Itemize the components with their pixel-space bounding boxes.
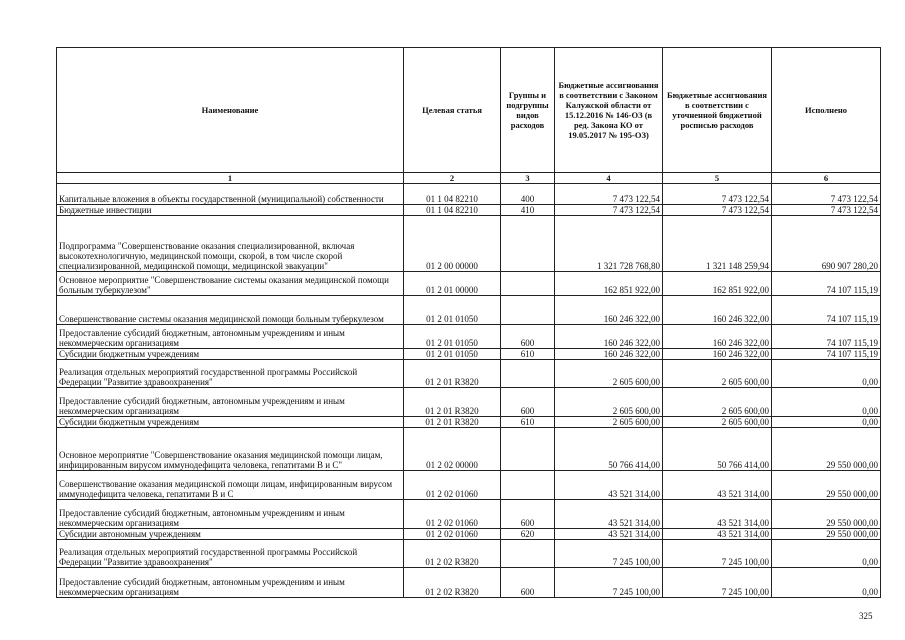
row-name: Бюджетные инвестиции	[57, 205, 404, 216]
row-group	[501, 428, 555, 471]
column-number: 6	[772, 173, 881, 184]
row-law-amount: 2 605 600,00	[555, 417, 663, 428]
header-refined: Бюджетные ассигнования в соответствии с уточненной бюджетной росписью расходов	[663, 48, 772, 173]
row-refined-amount: 43 521 314,00	[663, 471, 772, 500]
row-name: Субсидии бюджетным учреждениям	[57, 349, 404, 360]
row-executed-amount: 0,00	[772, 388, 881, 417]
row-executed-amount: 29 550 000,00	[772, 500, 881, 529]
table-row	[57, 568, 881, 598]
row-refined-amount: 2 605 600,00	[663, 360, 772, 388]
row-name: Субсидии автономным учреждениям	[57, 529, 404, 540]
row-law-amount: 2 605 600,00	[555, 388, 663, 417]
row-executed-amount: 7 473 122,54	[772, 184, 881, 205]
row-target-code: 01 2 02 01060	[404, 500, 501, 529]
row-target-code: 01 2 01 R3820	[404, 417, 501, 428]
table-row	[57, 272, 881, 296]
row-name: Предоставление субсидий бюджетным, автономным учреждениям и иным некоммерческим организациям	[57, 568, 404, 598]
row-law-amount: 160 246 322,00	[555, 325, 663, 349]
column-number: 1	[57, 173, 404, 184]
table-row	[57, 360, 881, 388]
header-name: Наименование	[57, 48, 404, 173]
row-group	[501, 272, 555, 296]
row-refined-amount: 2 605 600,00	[663, 417, 772, 428]
row-law-amount: 43 521 314,00	[555, 471, 663, 500]
row-refined-amount: 162 851 922,00	[663, 272, 772, 296]
row-law-amount: 7 473 122,54	[555, 184, 663, 205]
table-row	[57, 205, 881, 216]
row-name: Совершенствование оказания медицинской помощи лицам, инфицированным вирусом иммунодефицита человека, гепатитами В и С	[57, 471, 404, 500]
table-body	[57, 184, 881, 598]
header-groups: Группы и подгруппы видов расходов	[501, 48, 555, 173]
row-target-code: 01 2 02 00000	[404, 428, 501, 471]
table-row	[57, 471, 881, 500]
row-executed-amount: 7 473 122,54	[772, 205, 881, 216]
row-refined-amount: 43 521 314,00	[663, 529, 772, 540]
row-group: 600	[501, 568, 555, 598]
row-refined-amount: 160 246 322,00	[663, 349, 772, 360]
row-executed-amount: 29 550 000,00	[772, 428, 881, 471]
header-law: Бюджетные ассигнования в соответствии с Законом Калужской области от 15.12.2016 № 146-ОЗ (в ред. Закона КО от 19.05.2017 № 195-ОЗ)	[555, 48, 663, 173]
table-row	[57, 184, 881, 205]
row-refined-amount: 7 473 122,54	[663, 205, 772, 216]
row-law-amount: 7 473 122,54	[555, 205, 663, 216]
row-target-code: 01 2 02 R3820	[404, 568, 501, 598]
table-row	[57, 296, 881, 325]
row-refined-amount: 7 245 100,00	[663, 540, 772, 568]
table-row	[57, 540, 881, 568]
row-refined-amount: 2 605 600,00	[663, 388, 772, 417]
row-name: Основное мероприятие "Совершенствование оказания медицинской помощи лицам, инфицированным вирусом иммунодефицита человека, гепатитами В и С"	[57, 428, 404, 471]
row-group: 620	[501, 529, 555, 540]
row-executed-amount: 29 550 000,00	[772, 529, 881, 540]
column-number-row	[57, 173, 881, 184]
row-group: 600	[501, 500, 555, 529]
row-target-code: 01 2 01 00000	[404, 272, 501, 296]
row-group: 400	[501, 184, 555, 205]
row-law-amount: 7 245 100,00	[555, 568, 663, 598]
row-law-amount: 50 766 414,00	[555, 428, 663, 471]
row-name: Капитальные вложения в объекты государственной (муниципальной) собственности	[57, 184, 404, 205]
row-name: Реализация отдельных мероприятий государственной программы Российской Федерации "Развитие здравоохранения"	[57, 540, 404, 568]
page-number: 325	[859, 611, 873, 621]
column-number: 5	[663, 173, 772, 184]
table-row	[57, 428, 881, 471]
row-law-amount: 2 605 600,00	[555, 360, 663, 388]
row-law-amount: 1 321 728 768,80	[555, 216, 663, 272]
row-group	[501, 296, 555, 325]
row-name: Предоставление субсидий бюджетным, автономным учреждениям и иным некоммерческим организациям	[57, 500, 404, 529]
row-executed-amount: 0,00	[772, 417, 881, 428]
table-row	[57, 349, 881, 360]
row-name: Субсидии бюджетным учреждениям	[57, 417, 404, 428]
row-executed-amount: 74 107 115,19	[772, 349, 881, 360]
row-executed-amount: 74 107 115,19	[772, 296, 881, 325]
budget-table	[56, 47, 881, 598]
table-row	[57, 500, 881, 529]
row-law-amount: 160 246 322,00	[555, 349, 663, 360]
header-target: Целевая статья	[404, 48, 501, 173]
row-law-amount: 162 851 922,00	[555, 272, 663, 296]
row-name: Предоставление субсидий бюджетным, автономным учреждениям и иным некоммерческим организациям	[57, 325, 404, 349]
row-group	[501, 471, 555, 500]
row-refined-amount: 160 246 322,00	[663, 325, 772, 349]
row-group	[501, 216, 555, 272]
row-executed-amount: 29 550 000,00	[772, 471, 881, 500]
row-law-amount: 7 245 100,00	[555, 540, 663, 568]
row-group: 600	[501, 388, 555, 417]
column-number: 4	[555, 173, 663, 184]
row-executed-amount: 74 107 115,19	[772, 325, 881, 349]
column-number: 3	[501, 173, 555, 184]
row-target-code: 01 1 04 82210	[404, 184, 501, 205]
row-name: Подпрограмма "Совершенствование оказания специализированной, включая высокотехнологичную, медицинской помощи, скорой, в том числе скорой специализированной, медицинской помощи, медицинской эвакуации"	[57, 216, 404, 272]
row-target-code: 01 2 01 R3820	[404, 388, 501, 417]
row-group: 610	[501, 417, 555, 428]
row-executed-amount: 0,00	[772, 540, 881, 568]
row-group: 610	[501, 349, 555, 360]
row-target-code: 01 2 02 R3820	[404, 540, 501, 568]
row-law-amount: 43 521 314,00	[555, 500, 663, 529]
table-row	[57, 529, 881, 540]
row-name: Совершенствование системы оказания медицинской помощи больным туберкулезом	[57, 296, 404, 325]
table-row	[57, 325, 881, 349]
row-law-amount: 160 246 322,00	[555, 296, 663, 325]
row-target-code: 01 2 01 01050	[404, 325, 501, 349]
row-name: Предоставление субсидий бюджетным, автономным учреждениям и иным некоммерческим организациям	[57, 388, 404, 417]
row-target-code: 01 2 02 01060	[404, 529, 501, 540]
row-refined-amount: 50 766 414,00	[663, 428, 772, 471]
row-target-code: 01 2 00 00000	[404, 216, 501, 272]
row-group	[501, 360, 555, 388]
column-number: 2	[404, 173, 501, 184]
row-name: Реализация отдельных мероприятий государственной программы Российской Федерации "Развитие здравоохранения"	[57, 360, 404, 388]
row-target-code: 01 2 01 R3820	[404, 360, 501, 388]
row-target-code: 01 2 01 01050	[404, 349, 501, 360]
row-name: Основное мероприятие "Совершенствование системы оказания медицинской помощи больным туберкулезом"	[57, 272, 404, 296]
row-refined-amount: 160 246 322,00	[663, 296, 772, 325]
row-group: 410	[501, 205, 555, 216]
table-row	[57, 388, 881, 417]
row-refined-amount: 43 521 314,00	[663, 500, 772, 529]
row-law-amount: 43 521 314,00	[555, 529, 663, 540]
header-row	[57, 48, 881, 173]
table-row	[57, 417, 881, 428]
row-executed-amount: 74 107 115,19	[772, 272, 881, 296]
row-group: 600	[501, 325, 555, 349]
header-executed: Исполнено	[772, 48, 881, 173]
row-executed-amount: 0,00	[772, 568, 881, 598]
row-target-code: 01 2 02 01060	[404, 471, 501, 500]
row-refined-amount: 7 245 100,00	[663, 568, 772, 598]
row-refined-amount: 1 321 148 259,94	[663, 216, 772, 272]
row-executed-amount: 0,00	[772, 360, 881, 388]
table-row	[57, 216, 881, 272]
row-executed-amount: 690 907 280,20	[772, 216, 881, 272]
row-target-code: 01 2 01 01050	[404, 296, 501, 325]
row-refined-amount: 7 473 122,54	[663, 184, 772, 205]
row-target-code: 01 1 04 82210	[404, 205, 501, 216]
row-group	[501, 540, 555, 568]
